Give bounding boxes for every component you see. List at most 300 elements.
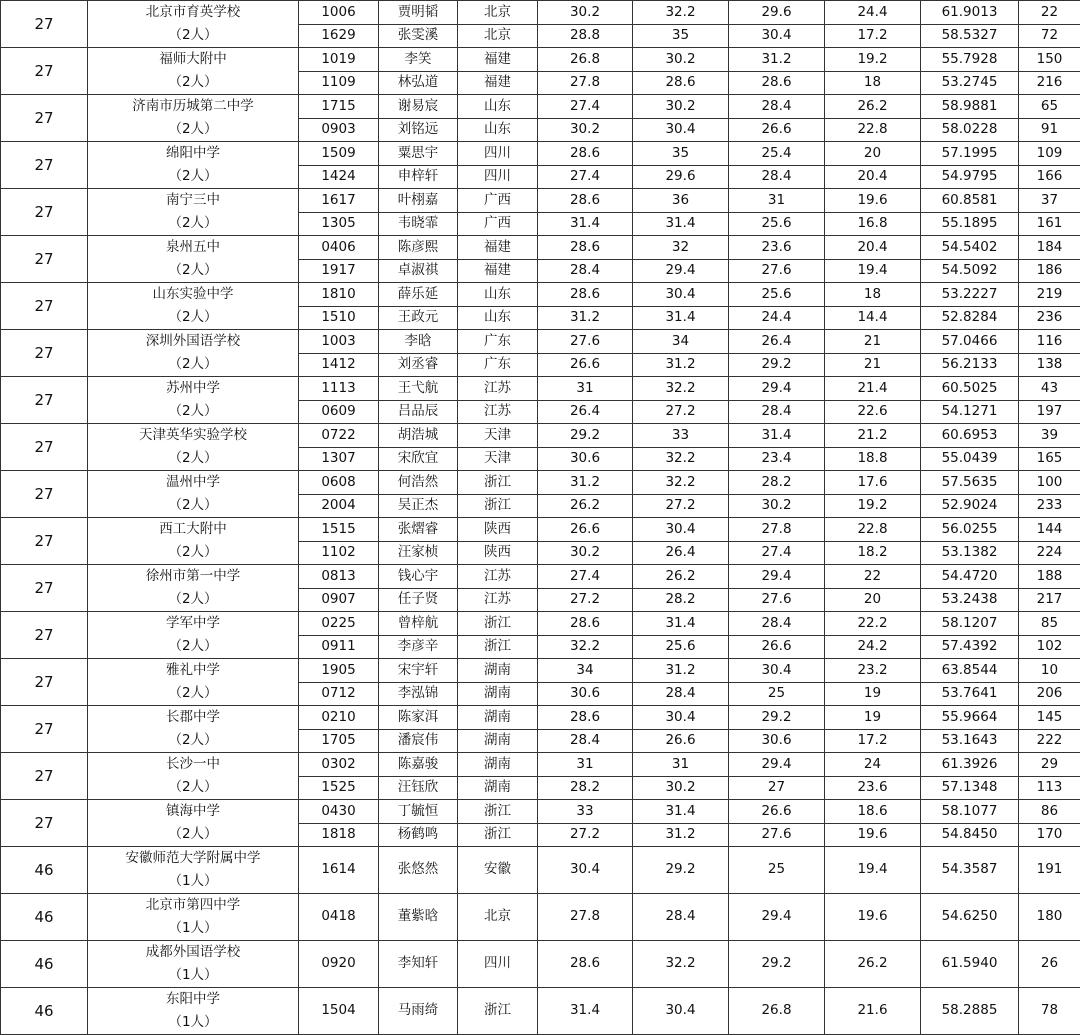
score-2-cell: 29.4 bbox=[633, 259, 729, 283]
total-score-cell: 53.1643 bbox=[921, 729, 1019, 753]
score-4-cell: 26.2 bbox=[825, 941, 921, 988]
student-id-cell: 0608 bbox=[299, 471, 379, 495]
province-cell: 湖南 bbox=[458, 682, 538, 706]
table-row bbox=[1, 1, 1080, 25]
total-score-cell: 54.1271 bbox=[921, 400, 1019, 424]
school-cell bbox=[88, 377, 299, 424]
score-3-cell: 26.8 bbox=[729, 988, 825, 1035]
total-score-cell: 53.7641 bbox=[921, 682, 1019, 706]
student-id-cell: 1305 bbox=[299, 212, 379, 236]
province-cell: 天津 bbox=[458, 447, 538, 471]
overall-place-cell: 191 bbox=[1019, 847, 1080, 894]
school-cell bbox=[88, 518, 299, 565]
province-cell: 四川 bbox=[458, 142, 538, 166]
score-3-cell: 30.2 bbox=[729, 494, 825, 518]
score-3-cell: 31.4 bbox=[729, 424, 825, 448]
score-1-cell: 30.2 bbox=[538, 118, 633, 142]
score-4-cell: 20.4 bbox=[825, 236, 921, 260]
student-name-cell: 李知轩 bbox=[379, 941, 458, 988]
score-4-cell: 20 bbox=[825, 142, 921, 166]
score-1-cell: 33 bbox=[538, 800, 633, 824]
school-cell bbox=[88, 988, 299, 1035]
overall-place-cell: 170 bbox=[1019, 823, 1080, 847]
school-name: 西工大附中 bbox=[88, 518, 298, 541]
school-name: 济南市历城第二中学 bbox=[88, 95, 298, 118]
score-3-cell: 29.4 bbox=[729, 377, 825, 401]
score-3-cell: 30.4 bbox=[729, 659, 825, 683]
score-2-cell: 30.4 bbox=[633, 118, 729, 142]
overall-place-cell: 150 bbox=[1019, 48, 1080, 72]
score-3-cell: 29.2 bbox=[729, 941, 825, 988]
score-4-cell: 20 bbox=[825, 588, 921, 612]
score-1-cell: 28.4 bbox=[538, 729, 633, 753]
score-3-cell: 28.2 bbox=[729, 471, 825, 495]
table-row bbox=[1, 330, 1080, 354]
table-row bbox=[1, 988, 1080, 1035]
school-name: 东阳中学 bbox=[88, 988, 298, 1011]
student-name-cell: 粟思宇 bbox=[379, 142, 458, 166]
score-3-cell: 25.4 bbox=[729, 142, 825, 166]
school-name: 安徽师范大学附属中学 bbox=[88, 847, 298, 870]
student-name-cell: 申梓轩 bbox=[379, 165, 458, 189]
total-score-cell: 53.2438 bbox=[921, 588, 1019, 612]
overall-place-cell: 197 bbox=[1019, 400, 1080, 424]
total-score-cell: 55.7928 bbox=[921, 48, 1019, 72]
student-id-cell: 0903 bbox=[299, 118, 379, 142]
school-rank-cell: 46 bbox=[1, 941, 88, 988]
student-id-cell: 1307 bbox=[299, 447, 379, 471]
table-row bbox=[1, 424, 1080, 448]
school-rank-cell: 27 bbox=[1, 659, 88, 706]
score-1-cell: 28.4 bbox=[538, 259, 633, 283]
student-name-cell: 丁毓恒 bbox=[379, 800, 458, 824]
total-score-cell: 54.8450 bbox=[921, 823, 1019, 847]
overall-place-cell: 165 bbox=[1019, 447, 1080, 471]
school-rank-cell: 27 bbox=[1, 612, 88, 659]
student-id-cell: 1617 bbox=[299, 189, 379, 213]
score-3-cell: 26.6 bbox=[729, 800, 825, 824]
overall-place-cell: 186 bbox=[1019, 259, 1080, 283]
score-4-cell: 20.4 bbox=[825, 165, 921, 189]
school-cell bbox=[88, 800, 299, 847]
province-cell: 湖南 bbox=[458, 753, 538, 777]
student-name-cell: 贾明韬 bbox=[379, 1, 458, 25]
score-4-cell: 19.4 bbox=[825, 847, 921, 894]
student-name-cell: 刘铭远 bbox=[379, 118, 458, 142]
province-cell: 广东 bbox=[458, 330, 538, 354]
school-name: 学军中学 bbox=[88, 612, 298, 635]
overall-place-cell: 161 bbox=[1019, 212, 1080, 236]
total-score-cell: 53.2227 bbox=[921, 283, 1019, 307]
total-score-cell: 57.0466 bbox=[921, 330, 1019, 354]
score-3-cell: 28.4 bbox=[729, 400, 825, 424]
score-1-cell: 28.6 bbox=[538, 612, 633, 636]
score-4-cell: 23.2 bbox=[825, 659, 921, 683]
student-name-cell: 李泓锦 bbox=[379, 682, 458, 706]
student-id-cell: 1917 bbox=[299, 259, 379, 283]
total-score-cell: 57.1348 bbox=[921, 776, 1019, 800]
score-2-cell: 32 bbox=[633, 236, 729, 260]
total-score-cell: 60.6953 bbox=[921, 424, 1019, 448]
province-cell: 北京 bbox=[458, 1, 538, 25]
school-rank-cell: 27 bbox=[1, 189, 88, 236]
student-id-cell: 1818 bbox=[299, 823, 379, 847]
student-id-cell: 1109 bbox=[299, 71, 379, 95]
table-row bbox=[1, 800, 1080, 824]
score-4-cell: 24.4 bbox=[825, 1, 921, 25]
score-4-cell: 14.4 bbox=[825, 306, 921, 330]
total-score-cell: 58.5327 bbox=[921, 24, 1019, 48]
score-2-cell: 30.4 bbox=[633, 706, 729, 730]
score-2-cell: 31.2 bbox=[633, 353, 729, 377]
student-name-cell: 吴正杰 bbox=[379, 494, 458, 518]
score-2-cell: 28.4 bbox=[633, 894, 729, 941]
score-4-cell: 22.6 bbox=[825, 400, 921, 424]
school-cell bbox=[88, 471, 299, 518]
total-score-cell: 60.8581 bbox=[921, 189, 1019, 213]
province-cell: 浙江 bbox=[458, 471, 538, 495]
province-cell: 浙江 bbox=[458, 494, 538, 518]
score-1-cell: 31.4 bbox=[538, 988, 633, 1035]
total-score-cell: 55.9664 bbox=[921, 706, 1019, 730]
school-rank-cell: 27 bbox=[1, 1, 88, 48]
score-1-cell: 30.4 bbox=[538, 847, 633, 894]
school-name: 镇海中学 bbox=[88, 800, 298, 823]
school-rank-cell: 27 bbox=[1, 518, 88, 565]
school-count: （2人） bbox=[88, 24, 298, 47]
score-4-cell: 19.2 bbox=[825, 48, 921, 72]
school-cell bbox=[88, 48, 299, 95]
overall-place-cell: 22 bbox=[1019, 1, 1080, 25]
score-1-cell: 27.4 bbox=[538, 565, 633, 589]
table-row bbox=[1, 189, 1080, 213]
student-name-cell: 任子贤 bbox=[379, 588, 458, 612]
school-count: （2人） bbox=[88, 635, 298, 658]
overall-place-cell: 206 bbox=[1019, 682, 1080, 706]
score-2-cell: 36 bbox=[633, 189, 729, 213]
province-cell: 山东 bbox=[458, 306, 538, 330]
overall-place-cell: 233 bbox=[1019, 494, 1080, 518]
school-count: （1人） bbox=[88, 964, 298, 987]
student-name-cell: 陈彦熙 bbox=[379, 236, 458, 260]
score-4-cell: 19.6 bbox=[825, 189, 921, 213]
school-cell bbox=[88, 706, 299, 753]
school-cell bbox=[88, 941, 299, 988]
province-cell: 湖南 bbox=[458, 729, 538, 753]
score-3-cell: 27 bbox=[729, 776, 825, 800]
student-name-cell: 吕品辰 bbox=[379, 400, 458, 424]
table-row bbox=[1, 847, 1080, 894]
school-cell bbox=[88, 95, 299, 142]
province-cell: 广西 bbox=[458, 212, 538, 236]
score-1-cell: 26.2 bbox=[538, 494, 633, 518]
table-row bbox=[1, 377, 1080, 401]
student-id-cell: 0712 bbox=[299, 682, 379, 706]
student-name-cell: 刘丞睿 bbox=[379, 353, 458, 377]
score-3-cell: 27.6 bbox=[729, 823, 825, 847]
school-rank-cell: 27 bbox=[1, 330, 88, 377]
total-score-cell: 55.1895 bbox=[921, 212, 1019, 236]
student-id-cell: 1113 bbox=[299, 377, 379, 401]
score-1-cell: 27.8 bbox=[538, 71, 633, 95]
score-4-cell: 17.6 bbox=[825, 471, 921, 495]
score-1-cell: 28.6 bbox=[538, 142, 633, 166]
score-3-cell: 29.4 bbox=[729, 753, 825, 777]
school-count: （2人） bbox=[88, 588, 298, 611]
score-3-cell: 26.4 bbox=[729, 330, 825, 354]
total-score-cell: 61.5940 bbox=[921, 941, 1019, 988]
table-row bbox=[1, 518, 1080, 542]
overall-place-cell: 37 bbox=[1019, 189, 1080, 213]
score-1-cell: 28.6 bbox=[538, 236, 633, 260]
score-3-cell: 27.6 bbox=[729, 259, 825, 283]
student-id-cell: 0722 bbox=[299, 424, 379, 448]
school-cell bbox=[88, 847, 299, 894]
province-cell: 江苏 bbox=[458, 588, 538, 612]
overall-place-cell: 85 bbox=[1019, 612, 1080, 636]
student-name-cell: 胡浩城 bbox=[379, 424, 458, 448]
score-2-cell: 30.2 bbox=[633, 95, 729, 119]
score-1-cell: 26.6 bbox=[538, 353, 633, 377]
school-count: （2人） bbox=[88, 541, 298, 564]
province-cell: 山东 bbox=[458, 95, 538, 119]
overall-place-cell: 145 bbox=[1019, 706, 1080, 730]
score-2-cell: 32.2 bbox=[633, 447, 729, 471]
score-4-cell: 21.2 bbox=[825, 424, 921, 448]
score-3-cell: 28.4 bbox=[729, 612, 825, 636]
student-name-cell: 薛乐延 bbox=[379, 283, 458, 307]
overall-place-cell: 109 bbox=[1019, 142, 1080, 166]
total-score-cell: 57.5635 bbox=[921, 471, 1019, 495]
score-1-cell: 28.2 bbox=[538, 776, 633, 800]
province-cell: 江苏 bbox=[458, 565, 538, 589]
province-cell: 江苏 bbox=[458, 377, 538, 401]
overall-place-cell: 144 bbox=[1019, 518, 1080, 542]
student-id-cell: 1003 bbox=[299, 330, 379, 354]
overall-place-cell: 26 bbox=[1019, 941, 1080, 988]
score-1-cell: 26.6 bbox=[538, 518, 633, 542]
score-2-cell: 32.2 bbox=[633, 941, 729, 988]
school-count: （2人） bbox=[88, 682, 298, 705]
score-4-cell: 22.8 bbox=[825, 118, 921, 142]
score-4-cell: 19.6 bbox=[825, 823, 921, 847]
student-id-cell: 0418 bbox=[299, 894, 379, 941]
overall-place-cell: 43 bbox=[1019, 377, 1080, 401]
score-3-cell: 24.4 bbox=[729, 306, 825, 330]
score-3-cell: 31 bbox=[729, 189, 825, 213]
province-cell: 北京 bbox=[458, 894, 538, 941]
overall-place-cell: 91 bbox=[1019, 118, 1080, 142]
school-rank-cell: 27 bbox=[1, 800, 88, 847]
score-2-cell: 30.4 bbox=[633, 518, 729, 542]
score-2-cell: 33 bbox=[633, 424, 729, 448]
school-rank-cell: 27 bbox=[1, 706, 88, 753]
table-row bbox=[1, 941, 1080, 988]
score-4-cell: 24.2 bbox=[825, 635, 921, 659]
table-row bbox=[1, 95, 1080, 119]
score-2-cell: 32.2 bbox=[633, 1, 729, 25]
total-score-cell: 54.6250 bbox=[921, 894, 1019, 941]
score-1-cell: 31.2 bbox=[538, 471, 633, 495]
score-3-cell: 28.4 bbox=[729, 165, 825, 189]
score-4-cell: 19 bbox=[825, 682, 921, 706]
school-rank-cell: 27 bbox=[1, 236, 88, 283]
student-id-cell: 1102 bbox=[299, 541, 379, 565]
overall-place-cell: 39 bbox=[1019, 424, 1080, 448]
school-name: 天津英华实验学校 bbox=[88, 424, 298, 447]
school-count: （2人） bbox=[88, 71, 298, 94]
student-id-cell: 0302 bbox=[299, 753, 379, 777]
score-2-cell: 31.4 bbox=[633, 800, 729, 824]
total-score-cell: 57.4392 bbox=[921, 635, 1019, 659]
school-name: 北京市育英学校 bbox=[88, 1, 298, 24]
total-score-cell: 52.9024 bbox=[921, 494, 1019, 518]
score-2-cell: 28.2 bbox=[633, 588, 729, 612]
score-3-cell: 29.2 bbox=[729, 706, 825, 730]
score-4-cell: 22.2 bbox=[825, 612, 921, 636]
student-name-cell: 林弘道 bbox=[379, 71, 458, 95]
province-cell: 湖南 bbox=[458, 776, 538, 800]
school-name: 泉州五中 bbox=[88, 236, 298, 259]
score-1-cell: 30.2 bbox=[538, 1, 633, 25]
score-2-cell: 26.4 bbox=[633, 541, 729, 565]
student-name-cell: 王弋航 bbox=[379, 377, 458, 401]
total-score-cell: 54.3587 bbox=[921, 847, 1019, 894]
score-1-cell: 26.8 bbox=[538, 48, 633, 72]
total-score-cell: 54.5092 bbox=[921, 259, 1019, 283]
province-cell: 山东 bbox=[458, 283, 538, 307]
student-name-cell: 谢易宸 bbox=[379, 95, 458, 119]
school-count: （1人） bbox=[88, 870, 298, 893]
student-id-cell: 1412 bbox=[299, 353, 379, 377]
score-2-cell: 27.2 bbox=[633, 400, 729, 424]
score-1-cell: 27.6 bbox=[538, 330, 633, 354]
student-id-cell: 0210 bbox=[299, 706, 379, 730]
province-cell: 福建 bbox=[458, 259, 538, 283]
overall-place-cell: 29 bbox=[1019, 753, 1080, 777]
overall-place-cell: 222 bbox=[1019, 729, 1080, 753]
score-2-cell: 31.4 bbox=[633, 306, 729, 330]
student-id-cell: 0609 bbox=[299, 400, 379, 424]
student-id-cell: 1019 bbox=[299, 48, 379, 72]
score-3-cell: 23.6 bbox=[729, 236, 825, 260]
total-score-cell: 56.0255 bbox=[921, 518, 1019, 542]
total-score-cell: 52.8284 bbox=[921, 306, 1019, 330]
total-score-cell: 60.5025 bbox=[921, 377, 1019, 401]
student-id-cell: 0225 bbox=[299, 612, 379, 636]
score-2-cell: 31.4 bbox=[633, 612, 729, 636]
overall-place-cell: 138 bbox=[1019, 353, 1080, 377]
overall-place-cell: 224 bbox=[1019, 541, 1080, 565]
student-name-cell: 马雨绮 bbox=[379, 988, 458, 1035]
table-row bbox=[1, 612, 1080, 636]
school-name: 南宁三中 bbox=[88, 189, 298, 212]
province-cell: 湖南 bbox=[458, 706, 538, 730]
table-row bbox=[1, 283, 1080, 307]
score-4-cell: 17.2 bbox=[825, 24, 921, 48]
province-cell: 福建 bbox=[458, 71, 538, 95]
province-cell: 浙江 bbox=[458, 800, 538, 824]
province-cell: 浙江 bbox=[458, 635, 538, 659]
score-1-cell: 27.2 bbox=[538, 588, 633, 612]
student-id-cell: 1525 bbox=[299, 776, 379, 800]
student-id-cell: 1515 bbox=[299, 518, 379, 542]
school-rank-cell: 27 bbox=[1, 753, 88, 800]
student-name-cell: 钱心宇 bbox=[379, 565, 458, 589]
total-score-cell: 54.5402 bbox=[921, 236, 1019, 260]
score-4-cell: 16.8 bbox=[825, 212, 921, 236]
score-2-cell: 35 bbox=[633, 142, 729, 166]
province-cell: 福建 bbox=[458, 236, 538, 260]
score-1-cell: 31 bbox=[538, 377, 633, 401]
student-name-cell: 李彦辛 bbox=[379, 635, 458, 659]
total-score-cell: 61.9013 bbox=[921, 1, 1019, 25]
score-1-cell: 26.4 bbox=[538, 400, 633, 424]
student-name-cell: 何浩然 bbox=[379, 471, 458, 495]
province-cell: 山东 bbox=[458, 118, 538, 142]
school-name: 深圳外国语学校 bbox=[88, 330, 298, 353]
score-2-cell: 26.2 bbox=[633, 565, 729, 589]
student-id-cell: 1629 bbox=[299, 24, 379, 48]
score-2-cell: 32.2 bbox=[633, 471, 729, 495]
score-1-cell: 27.4 bbox=[538, 165, 633, 189]
school-count: （2人） bbox=[88, 212, 298, 235]
school-name: 温州中学 bbox=[88, 471, 298, 494]
student-name-cell: 曾梓航 bbox=[379, 612, 458, 636]
score-3-cell: 26.6 bbox=[729, 118, 825, 142]
score-2-cell: 31.2 bbox=[633, 659, 729, 683]
student-id-cell: 1424 bbox=[299, 165, 379, 189]
student-id-cell: 1509 bbox=[299, 142, 379, 166]
score-1-cell: 28.6 bbox=[538, 706, 633, 730]
score-3-cell: 29.2 bbox=[729, 353, 825, 377]
province-cell: 安徽 bbox=[458, 847, 538, 894]
school-rank-cell: 27 bbox=[1, 95, 88, 142]
score-3-cell: 23.4 bbox=[729, 447, 825, 471]
score-3-cell: 25 bbox=[729, 847, 825, 894]
score-2-cell: 28.4 bbox=[633, 682, 729, 706]
overall-place-cell: 188 bbox=[1019, 565, 1080, 589]
score-3-cell: 25 bbox=[729, 682, 825, 706]
school-rank-cell: 46 bbox=[1, 847, 88, 894]
table-row bbox=[1, 48, 1080, 72]
student-name-cell: 王政元 bbox=[379, 306, 458, 330]
score-4-cell: 23.6 bbox=[825, 776, 921, 800]
total-score-cell: 58.1207 bbox=[921, 612, 1019, 636]
school-rank-cell: 27 bbox=[1, 471, 88, 518]
province-cell: 广东 bbox=[458, 353, 538, 377]
school-count: （2人） bbox=[88, 447, 298, 470]
student-name-cell: 张雯溪 bbox=[379, 24, 458, 48]
score-3-cell: 28.4 bbox=[729, 95, 825, 119]
province-cell: 浙江 bbox=[458, 823, 538, 847]
school-cell bbox=[88, 283, 299, 330]
school-count: （2人） bbox=[88, 259, 298, 282]
school-cell bbox=[88, 659, 299, 706]
score-3-cell: 25.6 bbox=[729, 283, 825, 307]
student-name-cell: 宋欣宜 bbox=[379, 447, 458, 471]
student-id-cell: 0430 bbox=[299, 800, 379, 824]
score-2-cell: 35 bbox=[633, 24, 729, 48]
school-rank-cell: 46 bbox=[1, 894, 88, 941]
school-name: 长郡中学 bbox=[88, 706, 298, 729]
score-2-cell: 27.2 bbox=[633, 494, 729, 518]
score-1-cell: 30.6 bbox=[538, 447, 633, 471]
score-4-cell: 26.2 bbox=[825, 95, 921, 119]
student-id-cell: 2004 bbox=[299, 494, 379, 518]
overall-place-cell: 100 bbox=[1019, 471, 1080, 495]
total-score-cell: 54.9795 bbox=[921, 165, 1019, 189]
